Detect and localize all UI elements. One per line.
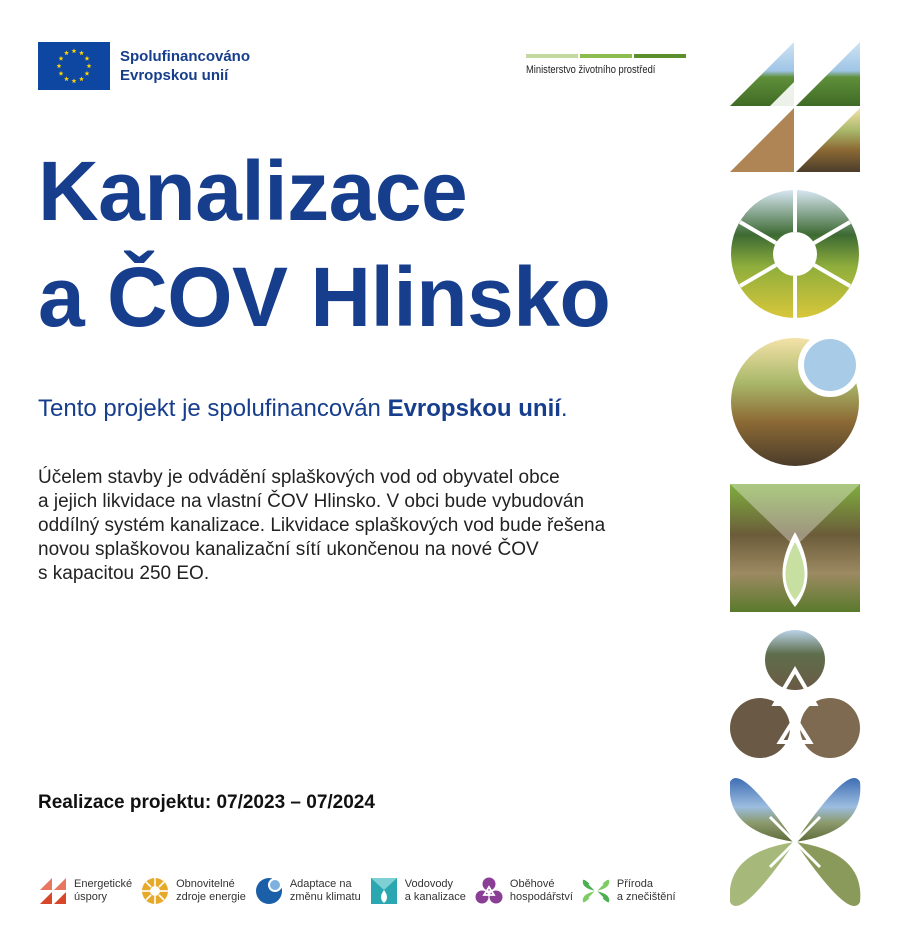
theme-nature-pollution	[581, 876, 676, 906]
project-description	[38, 466, 688, 586]
description-line: a jejich likvidace na vlastní ČOV Hlinsko. V obci bude vybudován	[38, 491, 585, 512]
climate-adaptation-icon	[254, 876, 284, 906]
theme-label: Vodovody a kanalizace	[404, 878, 466, 903]
ministry-bar-mid	[580, 54, 632, 58]
climate-adaptation-mosaic	[731, 333, 862, 466]
theme-energy-savings	[38, 876, 132, 906]
eu-label-line2: Evropskou unií	[120, 67, 229, 84]
theme-icons-row	[38, 876, 684, 906]
theme-renewable-energy	[140, 876, 246, 906]
energy-savings-icon	[38, 876, 68, 906]
circular-economy-icon	[474, 876, 504, 906]
theme-photo-mosaic	[730, 42, 862, 910]
description-line: s kapacitou 250 EO.	[38, 563, 210, 584]
title-line1: Kanalizace	[38, 144, 468, 238]
nature-pollution-icon	[581, 876, 611, 906]
ministry-bar-dark	[634, 54, 686, 58]
theme-label: Adaptace na změnu klimatu	[289, 878, 361, 903]
subtitle	[38, 395, 568, 423]
renewable-energy-icon	[140, 876, 170, 906]
energy-savings-mosaic	[730, 42, 860, 172]
theme-label: Oběhové hospodářství	[509, 878, 573, 903]
realization-period: Realizace projektu: 07/2023 – 07/2024	[38, 792, 375, 813]
eu-flag-icon	[38, 42, 110, 90]
renewable-energy-mosaic	[731, 190, 859, 318]
photo-mosaic-graphic	[730, 42, 862, 910]
circular-economy-mosaic	[730, 630, 860, 758]
theme-circular-economy	[474, 876, 573, 906]
theme-label: Příroda a znečištění	[616, 878, 676, 903]
eu-cofinancing-label	[120, 47, 250, 85]
description-line: Účelem stavby je odvádění splaškových vod od obyvatel obce	[38, 467, 560, 488]
ministry-bar-light	[526, 54, 578, 58]
water-sewerage-mosaic	[730, 484, 860, 612]
eu-label-line1: Spolufinancováno	[120, 48, 251, 65]
description-line: oddílný systém kanalizace. Likvidace splaškových vod bude řešena	[38, 515, 606, 536]
theme-water-sewerage	[369, 876, 466, 906]
subtitle-prefix: Tento projekt je spolufinancován	[38, 395, 388, 422]
theme-label: Obnovitelné zdroje energie	[176, 878, 246, 903]
subtitle-bold: Evropskou unií	[387, 395, 561, 422]
eu-cofinancing-logo	[38, 42, 250, 90]
ministry-logo	[526, 54, 686, 76]
description-line: novou splaškovou kanalizační sítí ukončenou na nové ČOV	[38, 539, 539, 560]
water-sewerage-icon	[369, 876, 399, 906]
theme-climate-adaptation	[254, 876, 361, 906]
page-title	[38, 138, 610, 350]
ministry-color-bars	[526, 54, 686, 58]
nature-pollution-mosaic	[730, 778, 860, 906]
subtitle-suffix: .	[560, 395, 568, 422]
title-line2: a ČOV Hlinsko	[38, 250, 611, 344]
theme-label: Energetické úspory	[74, 878, 133, 903]
ministry-name: Ministerstvo životního prostředí	[526, 64, 656, 76]
